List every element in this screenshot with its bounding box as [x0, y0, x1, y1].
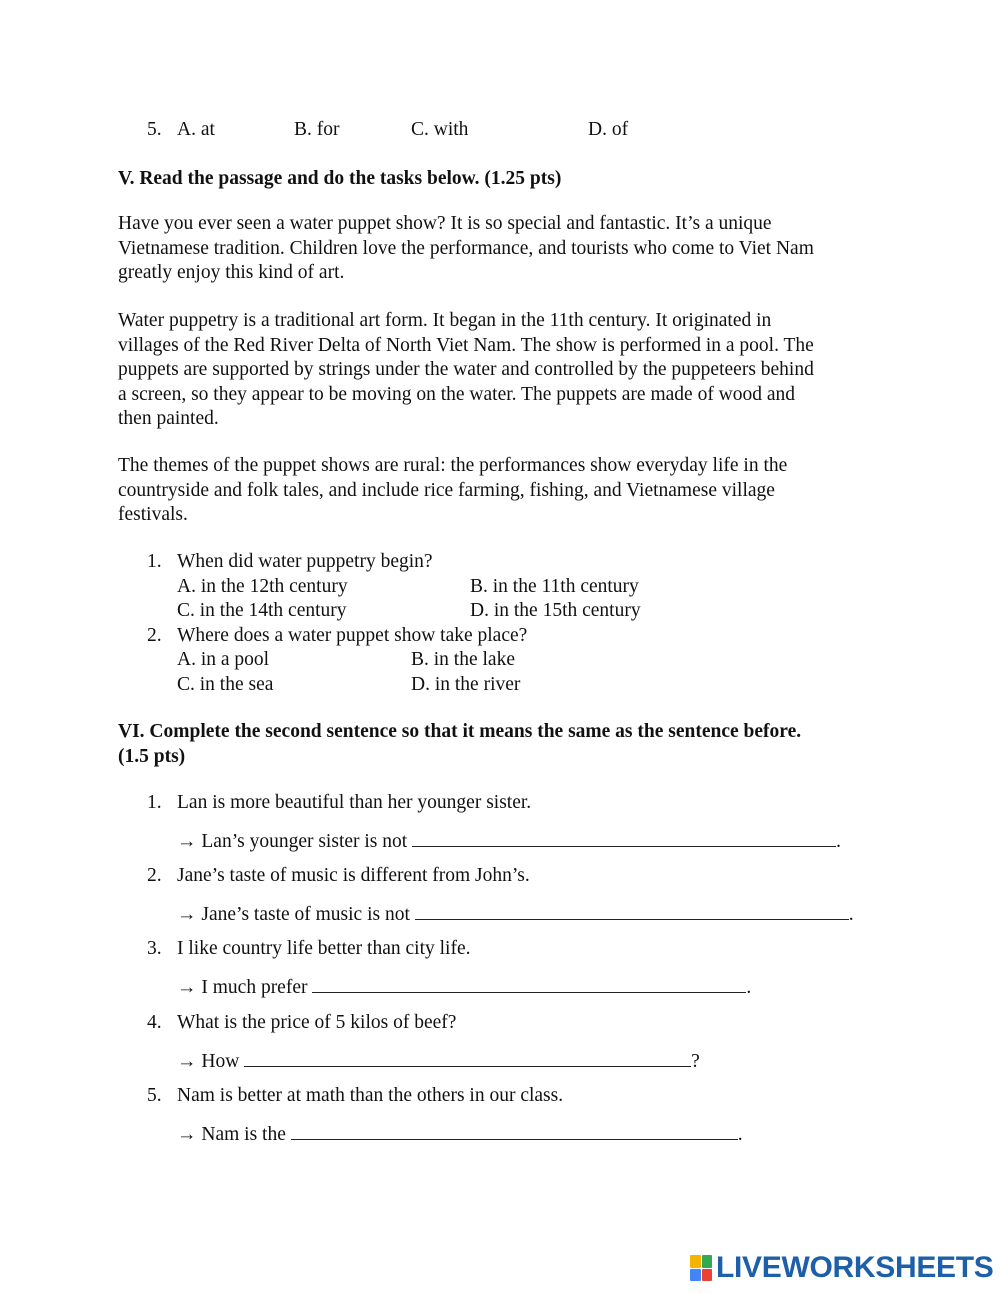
- answer-blank[interactable]: [291, 1121, 738, 1140]
- question-text: Where does a water puppet show take place?: [177, 625, 528, 646]
- text-line: Water puppetry is a traditional art form. It began in the 11th century. It originated in: [118, 310, 772, 331]
- liveworksheets-logo-icon: [690, 1255, 712, 1281]
- item-sentence: What is the price of 5 kilos of beef?: [177, 1012, 457, 1033]
- rewrite-line: [177, 1048, 700, 1075]
- question-number: 1.: [147, 551, 162, 572]
- answer-blank[interactable]: [412, 828, 836, 847]
- item-number: 2.: [147, 865, 162, 886]
- brand-text: LIVEWORKSHEETS: [716, 1251, 994, 1284]
- rewrite-line: [177, 1121, 743, 1148]
- item-sentence: Nam is better at math than the others in our class.: [177, 1085, 564, 1106]
- prev-option-d[interactable]: D. of: [588, 119, 629, 140]
- text-line: countryside and folk tales, and include rice farming, fishing, and Vietnamese village: [118, 479, 775, 501]
- prev-option-c[interactable]: C. with: [411, 119, 469, 140]
- rewrite-prompt: → I much prefer: [177, 977, 308, 998]
- prev-option-b[interactable]: B. for: [294, 119, 340, 140]
- item-sentence: Lan is more beautiful than her younger sister.: [177, 792, 532, 813]
- passage-paragraph-3: [118, 454, 898, 528]
- option-d[interactable]: D. in the 15th century: [470, 600, 641, 621]
- item-number: 1.: [147, 792, 162, 813]
- answer-blank[interactable]: [244, 1048, 691, 1067]
- question-number: 2.: [147, 625, 162, 646]
- option-a[interactable]: A. in the 12th century: [177, 576, 348, 597]
- passage-paragraph-2: [118, 309, 898, 432]
- rewrite-line: [177, 901, 854, 928]
- item-number: 5.: [147, 1085, 162, 1106]
- item-sentence: Jane’s taste of music is different from John’s.: [177, 865, 530, 886]
- passage-paragraph-1: [118, 212, 898, 286]
- answer-blank[interactable]: [312, 974, 746, 993]
- rewrite-prompt: → How: [177, 1051, 240, 1072]
- text-line: a screen, so they appear to be moving on the water. The puppets are made of wood and: [118, 383, 796, 405]
- rewrite-end: ?: [691, 1051, 700, 1072]
- rewrite-end: .: [848, 904, 854, 925]
- prev-option-a[interactable]: A. at: [177, 119, 215, 140]
- rewrite-prompt: → Jane’s taste of music is not: [177, 904, 410, 925]
- option-b[interactable]: B. in the lake: [411, 649, 515, 670]
- text-line: The themes of the puppet shows are rural: the performances show everyday life in the: [118, 455, 788, 476]
- rewrite-line: [177, 828, 841, 855]
- section5-heading: V. Read the passage and do the tasks below. (1.25 pts): [118, 168, 562, 189]
- section6-heading-line2: (1.5 pts): [118, 746, 186, 767]
- rewrite-prompt: → Lan’s younger sister is not: [177, 831, 408, 852]
- rewrite-line: [177, 974, 751, 1001]
- section6-heading-line1: VI. Complete the second sentence so that it means the same as the sentence before.: [118, 721, 802, 742]
- prev-question-number: 5.: [147, 119, 162, 140]
- answer-blank[interactable]: [415, 901, 849, 920]
- text-line: festivals.: [118, 504, 188, 525]
- item-sentence: I like country life better than city life.: [177, 938, 471, 959]
- item-number: 4.: [147, 1012, 162, 1033]
- item-number: 3.: [147, 938, 162, 959]
- option-a[interactable]: A. in a pool: [177, 649, 270, 670]
- option-b[interactable]: B. in the 11th century: [470, 576, 639, 597]
- text-line: Have you ever seen a water puppet show? It is so special and fantastic. It’s a unique: [118, 213, 772, 234]
- liveworksheets-brand[interactable]: [690, 1252, 994, 1284]
- text-line: greatly enjoy this kind of art.: [118, 262, 345, 283]
- text-line: then painted.: [118, 408, 219, 429]
- rewrite-end: .: [737, 1124, 743, 1145]
- question-text: When did water puppetry begin?: [177, 551, 433, 572]
- rewrite-end: .: [746, 977, 752, 998]
- option-d[interactable]: D. in the river: [411, 674, 521, 695]
- rewrite-end: .: [836, 831, 841, 852]
- option-c[interactable]: C. in the sea: [177, 674, 274, 695]
- text-line: villages of the Red River Delta of North Viet Nam. The show is performed in a pool. The: [118, 334, 814, 356]
- text-line: Vietnamese tradition. Children love the performance, and tourists who come to Viet Nam: [118, 237, 814, 259]
- option-c[interactable]: C. in the 14th century: [177, 600, 347, 621]
- rewrite-prompt: → Nam is the: [177, 1124, 286, 1145]
- text-line: puppets are supported by strings under the water and controlled by the puppeteers behind: [118, 359, 814, 380]
